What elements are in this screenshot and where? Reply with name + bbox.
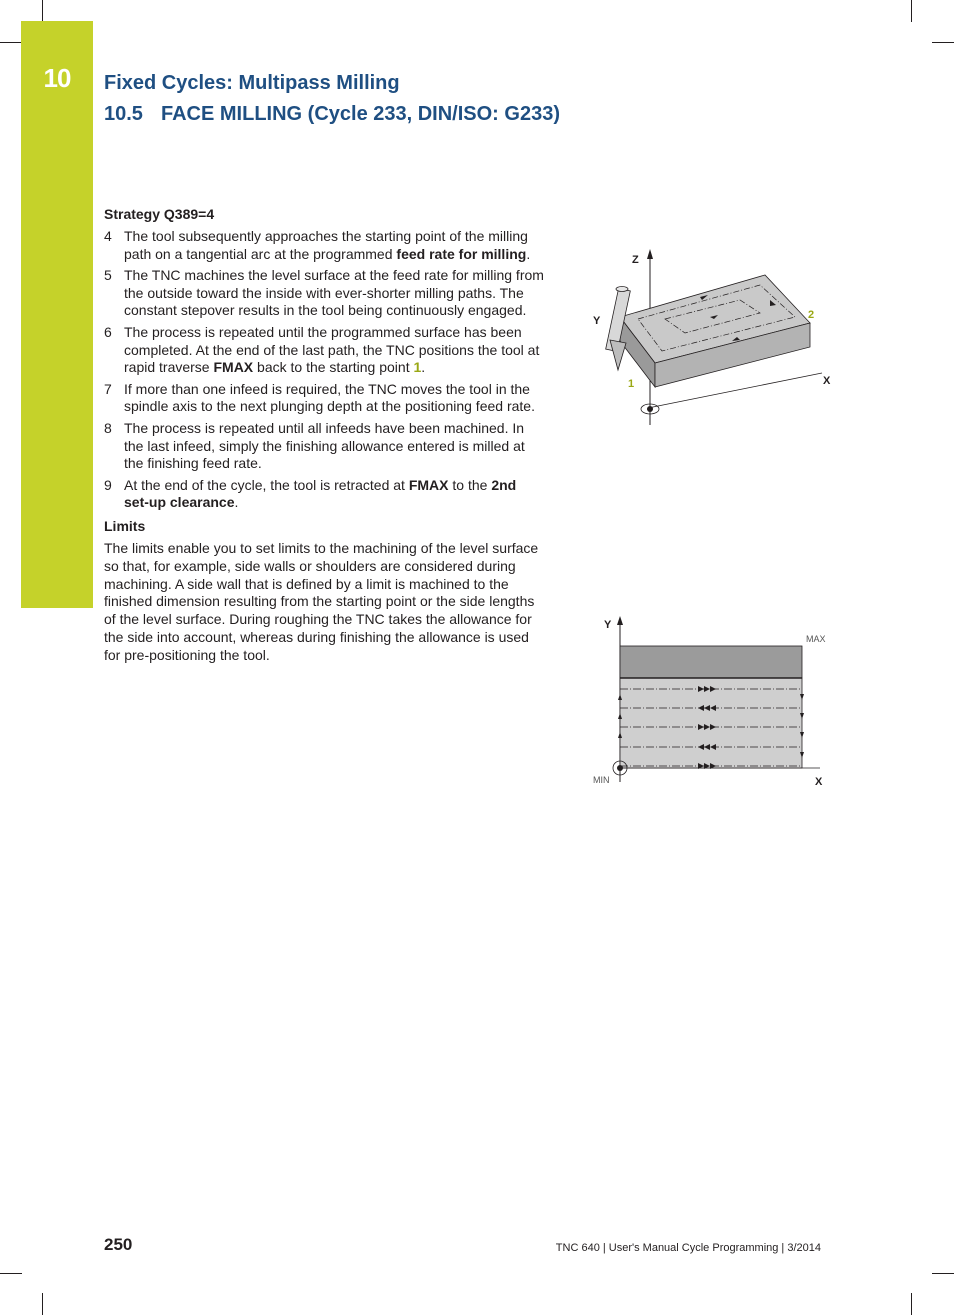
step-number: 9 [104,476,112,493]
step-text: The process is repeated until all infeeds have been machined. In the last infeed, simply the finishing allowance entered is milled at the finishing feed rate. [124,419,525,472]
z-axis-label: Z [632,254,639,266]
face-milling-figure [590,245,840,430]
x-axis-label: X [823,375,831,387]
list-item [104,267,544,320]
min-label: MIN [593,775,610,785]
step-number: 8 [104,419,112,436]
step-number: 5 [104,266,112,283]
limits-paragraph: The limits enable you to set limits to the machining of the level surface so that, for example, side walls or shoulders are considered during machining. A side wall that is defined by a limit is machined to the finished dimension resulting from the starting point or the side lengths of the level surface. During roughing the TNC takes the allowance for the side into account, whereas during finishing the allowance is used for pre-positioning the tool. [104,540,539,663]
crop-mark [932,42,954,43]
y-axis-label: Y [604,619,612,631]
list-item [104,477,544,513]
body-text [104,206,544,665]
section-title [104,103,560,126]
crop-mark [932,1273,954,1274]
crop-mark [0,1273,22,1274]
footer-info: TNC 640 | User's Manual Cycle Programming | 3/2014 [555,1242,821,1254]
step-number: 7 [104,380,112,397]
chapter-tab [21,21,93,608]
step-number: 6 [104,323,112,340]
x-axis-label: X [815,776,823,788]
point-1-label: 1 [628,378,635,390]
crop-mark [42,0,43,22]
step-number: 4 [104,227,112,244]
chapter-title: Fixed Cycles: Multipass Milling [104,72,400,94]
crop-mark [0,42,22,43]
max-label: MAX [806,634,826,644]
step-text: The TNC machines the level surface at the feed rate for milling from the outside toward the inside with ever-shorter milling paths. The constant stepover results in the tool being continuously engaged. [124,266,544,319]
section-title-text: FACE MILLING (Cycle 233, DIN/ISO: G233) [161,103,560,125]
crop-mark [911,1293,912,1315]
list-item [104,228,544,264]
list-item [104,420,544,473]
point-2-label: 2 [808,309,815,321]
crop-mark [911,0,912,22]
list-item [104,381,544,417]
limits-heading: Limits [104,518,146,535]
list-item [104,324,544,377]
chapter-number: 10 [43,63,71,93]
strategy-heading: Strategy Q389=4 [104,206,215,222]
step-text: At the end of the cycle, the tool is retracted at FMAX to the 2nd set-up clearance. [124,476,517,511]
y-axis-label: Y [593,315,601,327]
page-number: 250 [104,1235,133,1254]
step-text: The process is repeated until the programmed surface has been completed. At the end of the last path, the TNC positions the tool at rapid traverse FMAX back to the starting point 1. [124,323,540,376]
limits-figure [590,612,840,794]
step-text: If more than one infeed is required, the TNC moves the tool in the spindle axis to the next plunging depth at the positioning feed rate. [124,380,535,415]
crop-mark [42,1293,43,1315]
step-text: The tool subsequently approaches the starting point of the milling path on a tangential arc at the programmed feed rate for milling. [124,227,531,262]
section-number: 10.5 [104,103,143,125]
